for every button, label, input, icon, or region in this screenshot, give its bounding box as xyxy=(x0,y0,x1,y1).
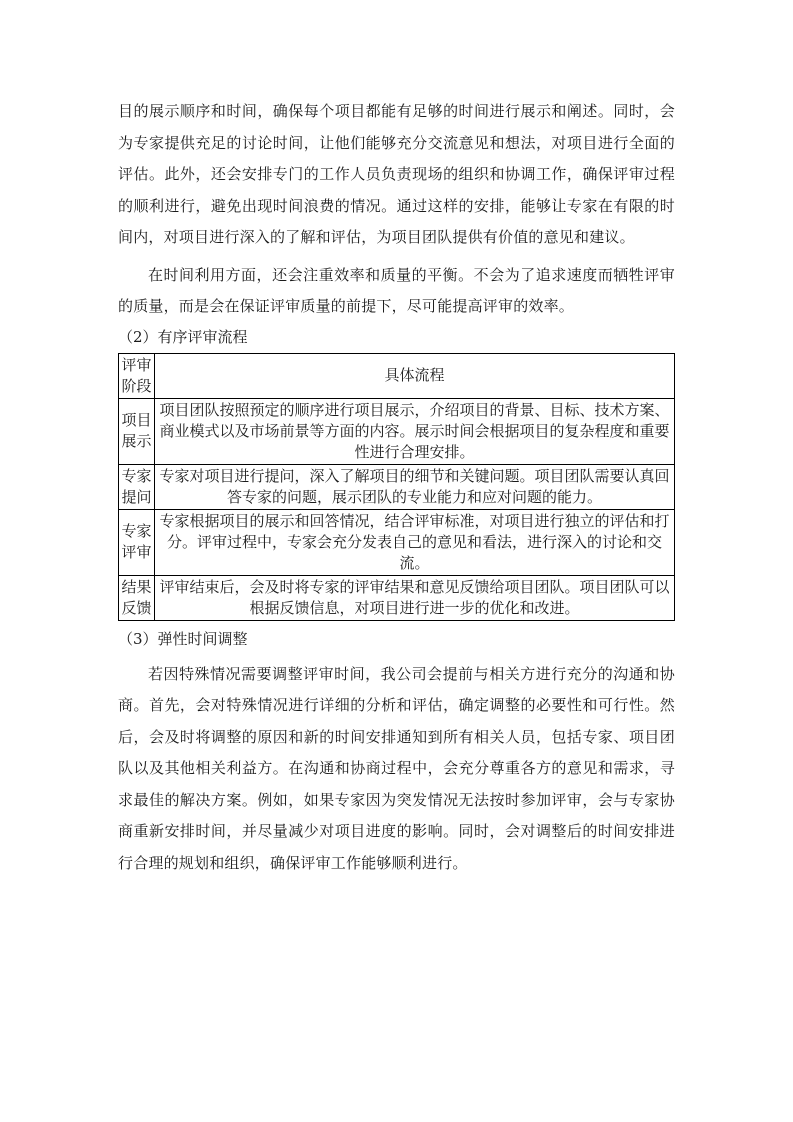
paragraph-efficiency: 在时间利用方面，还会注重效率和质量的平衡。不会为了追求速度而牺牲评审的质量，而是会在保证评审质量的前提下，尽可能提高评审的效率。 xyxy=(118,265,675,315)
paragraph-flexible-time: 若因特殊情况需要调整评审时间，我公司会提前与相关方进行充分的沟通和协商。首先，会对特殊情况进行详细的分析和评估，确定调整的必要性和可行性。然后，会及时将调整的原因和新的时间安排通知到所有相关人员，包括专家、项目团队以及其他相关利益方。在沟通和协商过程中，会充分尊重各方的意见和需求，寻求最佳的解决方案。例如，如果专家因为突发情况无法按时参加评审，会与专家协商重新安排时间，并尽量减少对项目进度的影响。同时，会对调整后的时间安排进行合理的规划和组织，确保评审工作能够顺利进行。 xyxy=(118,664,675,872)
stage-cell: 专家评审 xyxy=(119,509,155,575)
review-process-table xyxy=(118,353,675,621)
section-heading-flexible-time: （3）弹性时间调整 xyxy=(118,629,248,648)
paragraph-continuation: 目的展示顺序和时间，确保每个项目都能有足够的时间进行展示和阐述。同时，会为专家提供充足的讨论时间，让他们能够充分交流意见和想法，对项目进行全面的评估。此外，还会安排专门的工作人员负责现场的组织和协调工作，确保评审过程的顺利进行，避免出现时间浪费的情况。通过这样的安排，能够让专家在有限的时间内，对项目进行深入的了解和评估，为项目团队提供有价值的意见和建议。 xyxy=(118,102,675,246)
detail-cell: 专家对项目进行提问，深入了解项目的细节和关键问题。项目团队需要认真回答专家的问题，展示团队的专业能力和应对问题的能力。 xyxy=(155,464,675,509)
detail-cell: 项目团队按照预定的顺序进行项目展示，介绍项目的背景、目标、技术方案、商业模式以及市场前景等方面的内容。展示时间会根据项目的复杂程度和重要性进行合理安排。 xyxy=(155,398,675,464)
table-row xyxy=(119,575,675,620)
header-stage: 评审阶段 xyxy=(119,353,155,398)
header-detail: 具体流程 xyxy=(155,353,675,398)
table-row xyxy=(119,398,675,464)
stage-cell: 专家提问 xyxy=(119,464,155,509)
document-page xyxy=(118,96,675,879)
table-header-row xyxy=(119,353,675,398)
table-row xyxy=(119,509,675,575)
stage-cell: 结果反馈 xyxy=(119,575,155,620)
table-row xyxy=(119,464,675,509)
detail-cell: 评审结束后，会及时将专家的评审结果和意见反馈给项目团队。项目团队可以根据反馈信息，对项目进行进一步的优化和改进。 xyxy=(155,575,675,620)
stage-cell: 项目展示 xyxy=(119,398,155,464)
detail-cell: 专家根据项目的展示和回答情况，结合评审标准，对项目进行独立的评估和打分。评审过程中，专家会充分发表自己的意见和看法，进行深入的讨论和交流。 xyxy=(155,509,675,575)
section-heading-ordered-review: （2）有序评审流程 xyxy=(118,327,248,346)
